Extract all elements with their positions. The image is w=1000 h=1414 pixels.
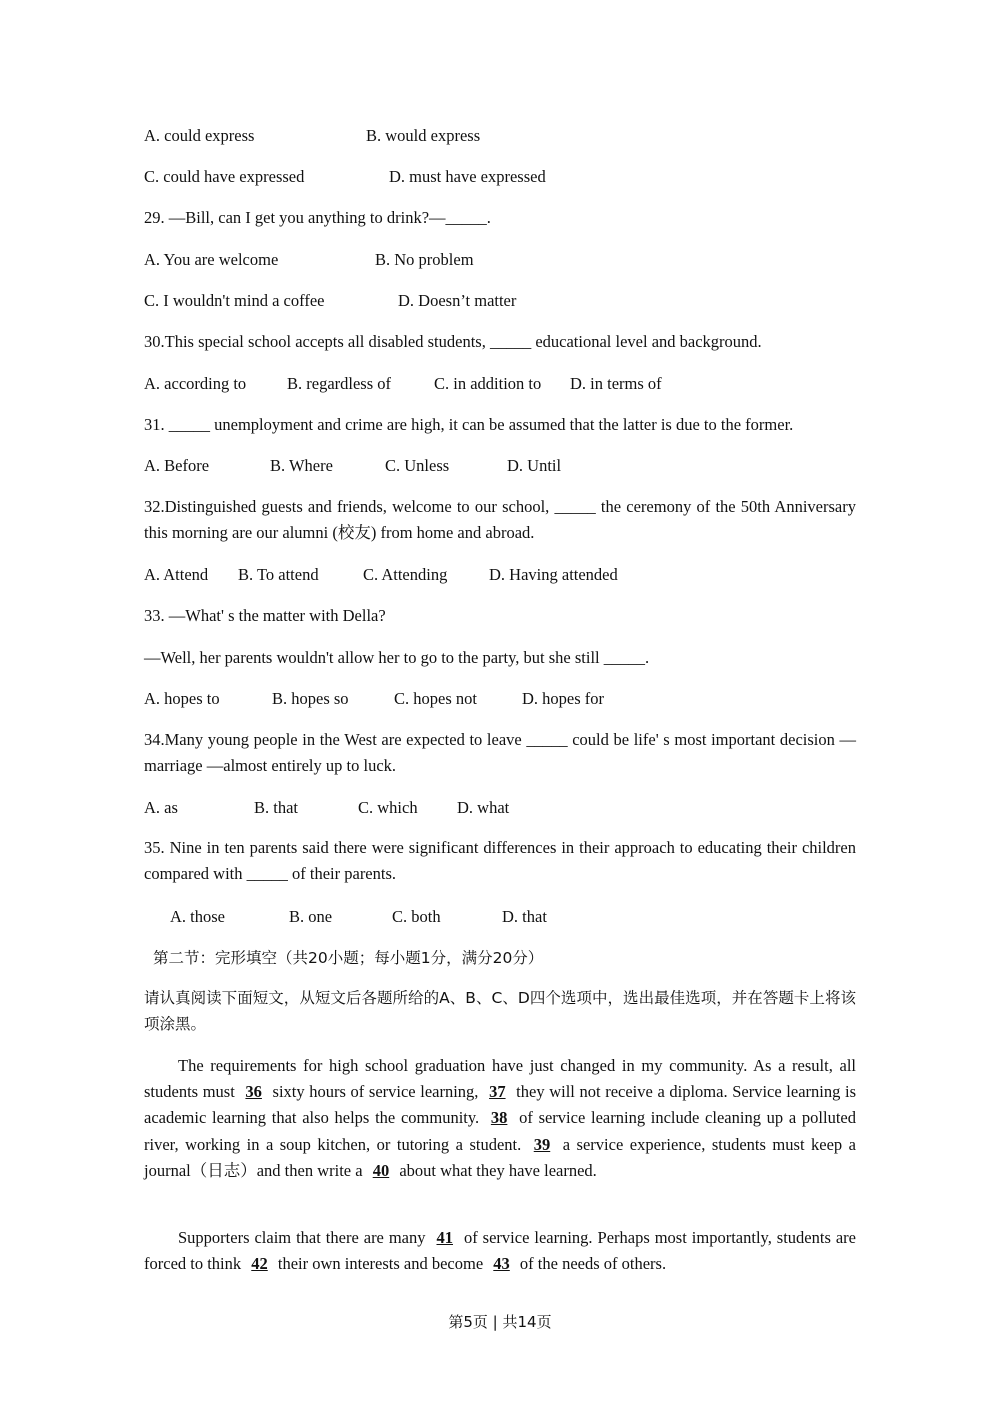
blank-43: 43 [493, 1254, 510, 1274]
passage-text: a service experience, students must keep a journal（日志）and then write a [144, 1134, 856, 1180]
blank-37: 37 [489, 1082, 506, 1102]
q32-stem: 32.Distinguished guests and friends, welcome to our school, _____ the ceremony of the 50th Anniversary this morning are our alumni (校友) from home and abroad. [144, 497, 856, 543]
q35-option-d: D. that [502, 907, 547, 926]
q28-option-d: D. must have expressed [389, 167, 546, 186]
passage-text: sixty hours of service learning, [267, 1082, 484, 1102]
passage-text: of service learning. Perhaps most importantly, students are forced to think [144, 1228, 856, 1274]
q33-stem-line2: —Well, her parents wouldn't allow her to go to the party, but she still _____. [144, 648, 650, 667]
section2-instruction: 请认真阅读下面短文，从短文后各题所给的A、B、C、D四个选项中，选出最佳选项，并在答题卡上将该项涂黑。 [144, 989, 856, 1034]
passage-text: of the needs of others. [515, 1254, 667, 1274]
q34-option-a: A. as [144, 798, 178, 817]
q30-option-b: B. regardless of [287, 374, 392, 393]
q30-option-c: C. in addition to [434, 374, 542, 393]
passage-text: about what they have learned. [395, 1160, 597, 1180]
passage-text: they will not receive a diploma. Service learning is academic learning that also helps the community. [144, 1082, 856, 1128]
q29-option-a: A. You are welcome [144, 250, 279, 269]
section2-title: 第二节：完形填空（共20小题；每小题1分，满分20分） [153, 949, 544, 967]
q31-option-b: B. Where [270, 456, 333, 475]
q31-option-c: C. Unless [385, 456, 450, 475]
q35-option-c: C. both [392, 907, 441, 926]
q32-option-a: A. Attend [144, 565, 209, 584]
q33-option-d: D. hopes for [522, 689, 605, 708]
q31-option-a: A. Before [144, 456, 210, 475]
q28-option-c: C. could have expressed [144, 167, 305, 186]
page-footer: 第5页 | 共14页 [448, 1313, 552, 1331]
passage-text: The requirements for high school graduation have just changed in my community. As a result, all students must [144, 1056, 856, 1102]
q31-option-d: D. Until [507, 456, 562, 475]
q32-option-b: B. To attend [238, 565, 319, 584]
q33-option-a: A. hopes to [144, 689, 220, 708]
q31-stem: 31. _____ unemployment and crime are high, it can be assumed that the latter is due to the former. [144, 415, 794, 434]
q30-option-a: A. according to [144, 374, 247, 393]
q29-option-b: B. No problem [375, 250, 474, 269]
q30-stem: 30.This special school accepts all disabled students, _____ educational level and background. [144, 332, 762, 351]
q34-option-c: C. which [358, 798, 418, 817]
q28-option-a: A. could express [144, 126, 255, 145]
passage-text: their own interests and become [273, 1254, 488, 1274]
q29-option-c: C. I wouldn't mind a coffee [144, 291, 325, 310]
passage-paragraph-1 [144, 1053, 856, 1184]
blank-38: 38 [490, 1108, 508, 1128]
q32-option-c: C. Attending [363, 565, 448, 584]
q35-option-b: B. one [289, 907, 333, 926]
blank-39: 39 [533, 1134, 551, 1154]
q29-option-d: D. Doesn’t matter [398, 291, 517, 310]
q34-option-d: D. what [457, 798, 510, 817]
q29-stem: 29. —Bill, can I get you anything to drink?—_____. [144, 208, 491, 227]
q35-stem: 35. Nine in ten parents said there were significant differences in their approach to educating their children compared with _____ of their parents. [144, 838, 856, 884]
blank-40: 40 [372, 1160, 390, 1180]
blank-42: 42 [251, 1254, 268, 1274]
q33-option-c: C. hopes not [394, 689, 477, 708]
blank-36: 36 [245, 1082, 262, 1102]
q34-option-b: B. that [254, 798, 298, 817]
q30-option-d: D. in terms of [570, 374, 662, 393]
passage-text: Supporters claim that there are many [178, 1228, 431, 1247]
q28-option-b: B. would express [366, 126, 481, 145]
q33-stem-line1: 33. —What' s the matter with Della? [144, 606, 386, 625]
passage-paragraph-2 [144, 1225, 856, 1277]
passage-text: of service learning include cleaning up a polluted river, working in a soup kitchen, or tutoring a student. [144, 1108, 856, 1154]
q35-option-a: A. those [170, 907, 225, 926]
q33-option-b: B. hopes so [272, 689, 349, 708]
q32-option-d: D. Having attended [489, 565, 618, 584]
q34-stem: 34.Many young people in the West are expected to leave _____ could be life' s most important decision —marriage —almost entirely up to luck. [144, 730, 856, 776]
blank-41: 41 [436, 1228, 453, 1247]
